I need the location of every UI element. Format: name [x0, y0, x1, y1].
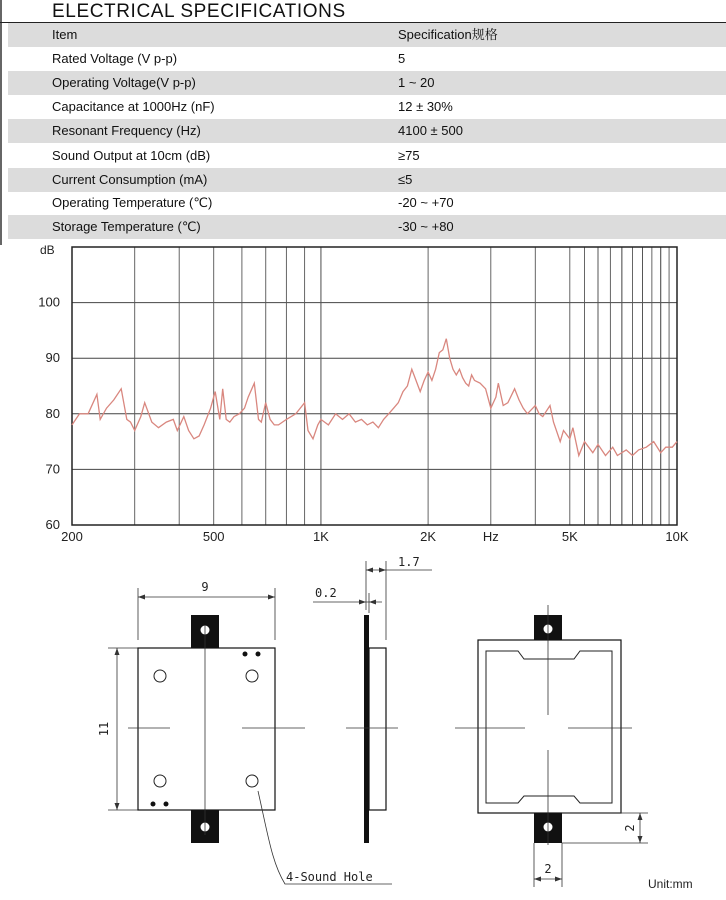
x-tick-label: 5K	[561, 529, 578, 544]
back-view	[455, 605, 648, 887]
dim-arrow	[638, 836, 643, 843]
spec-item-value: ≤5	[398, 172, 413, 187]
dim-pin-height-label: 2	[623, 824, 637, 832]
spec-item-value: 12 ± 30%	[398, 99, 453, 114]
left-border-rule	[0, 0, 2, 245]
dim-arrow	[369, 600, 376, 605]
y-tick-label: 90	[45, 350, 60, 366]
unit-label: Unit:mm	[648, 877, 693, 891]
y-tick-label: 100	[38, 294, 60, 310]
spec-item-label: Storage Temperature (℃)	[52, 219, 201, 234]
sound-hole-label: 4-Sound Hole	[286, 870, 373, 884]
dim-body-thickness-label: 1.7	[398, 555, 420, 569]
chart-horizontal-grid	[72, 303, 677, 525]
dim-arrow	[638, 813, 643, 820]
marker-dot	[164, 802, 169, 807]
x-tick-label: 200	[61, 529, 83, 544]
spec-item-label: Sound Output at 10cm (dB)	[52, 148, 211, 163]
spec-item-value: 5	[398, 51, 406, 66]
spec-title: ELECTRICAL SPECIFICATIONS	[52, 1, 346, 22]
x-tick-label: Hz	[482, 529, 499, 544]
spec-item-value: 4100 ± 500	[398, 123, 463, 138]
dim-arrow	[359, 600, 366, 605]
sound-hole	[154, 775, 166, 787]
spec-item-value: -30 ~ +80	[398, 219, 454, 234]
spec-item-label: Capacitance at 1000Hz (nF)	[52, 99, 215, 114]
dim-arrow	[555, 877, 562, 882]
marker-dot	[151, 802, 156, 807]
spec-row-capacitance	[8, 95, 726, 119]
y-tick-label: 80	[45, 405, 60, 421]
spec-row-operating-voltage	[8, 71, 726, 95]
spec-row-operating-temperature	[8, 191, 726, 215]
spec-item-label: Resonant Frequency (Hz)	[52, 123, 201, 138]
spec-row-rated-voltage	[8, 47, 726, 71]
sound-hole	[154, 670, 166, 682]
spec-row-storage-temperature	[8, 215, 726, 239]
spec-item-label: Operating Temperature (℃)	[52, 195, 213, 210]
dim-arrow	[115, 648, 120, 655]
spec-table	[0, 0, 726, 240]
mechanical-drawing	[0, 545, 726, 900]
marker-dot	[243, 652, 248, 657]
chart-plot-frame	[72, 247, 677, 525]
back-outer-outline	[478, 640, 621, 813]
x-tick-label: 2K	[420, 529, 437, 544]
spec-item-value: 1 ~ 20	[398, 75, 435, 90]
spec-row-resonant-frequency	[8, 119, 726, 143]
dim-pin-width-label: 2	[544, 862, 552, 876]
sound-hole	[246, 775, 258, 787]
sound-hole	[246, 670, 258, 682]
x-tick-label: 1K	[312, 529, 329, 544]
side-view	[313, 555, 432, 843]
x-tick-label: 10K	[665, 529, 689, 544]
chart-y-tick-labels	[38, 295, 60, 532]
y-tick-label: 70	[45, 461, 60, 477]
dim-arrow	[366, 568, 373, 573]
y-tick-label: 60	[45, 517, 60, 532]
spec-header-row	[8, 23, 726, 47]
dim-height-label: 11	[97, 721, 111, 737]
spec-item-label: Current Consumption (mA)	[52, 172, 208, 187]
spec-item-label: Rated Voltage (V p-p)	[52, 51, 178, 66]
chart-series-line	[72, 339, 677, 456]
chart-x-tick-labels	[61, 529, 689, 544]
dim-width-label: 9	[201, 580, 209, 594]
dim-arrow	[115, 803, 120, 810]
dim-arrow	[138, 595, 145, 600]
header-spec: Specification规格	[398, 27, 498, 42]
dim-arrow	[268, 595, 275, 600]
spec-item-value: -20 ~ +70	[398, 195, 454, 210]
marker-dot	[256, 652, 261, 657]
dim-arrow	[379, 568, 386, 573]
dim-arrow	[534, 877, 541, 882]
spec-item-value: ≥75	[398, 148, 420, 163]
side-lead	[364, 615, 369, 843]
spec-row-current-consumption	[8, 168, 726, 192]
header-item: Item	[52, 27, 78, 42]
spec-item-label: Operating Voltage(V p-p)	[52, 75, 196, 90]
spec-row-sound-output	[8, 144, 726, 168]
front-view	[97, 580, 392, 884]
dim-lead-thickness-label: 0.2	[315, 586, 337, 600]
chart-vertical-grid	[135, 247, 669, 525]
chart-y-axis-label: dB	[40, 243, 55, 257]
x-tick-label: 500	[202, 529, 225, 544]
frequency-response-chart	[0, 240, 726, 545]
side-body-outline	[369, 648, 386, 810]
